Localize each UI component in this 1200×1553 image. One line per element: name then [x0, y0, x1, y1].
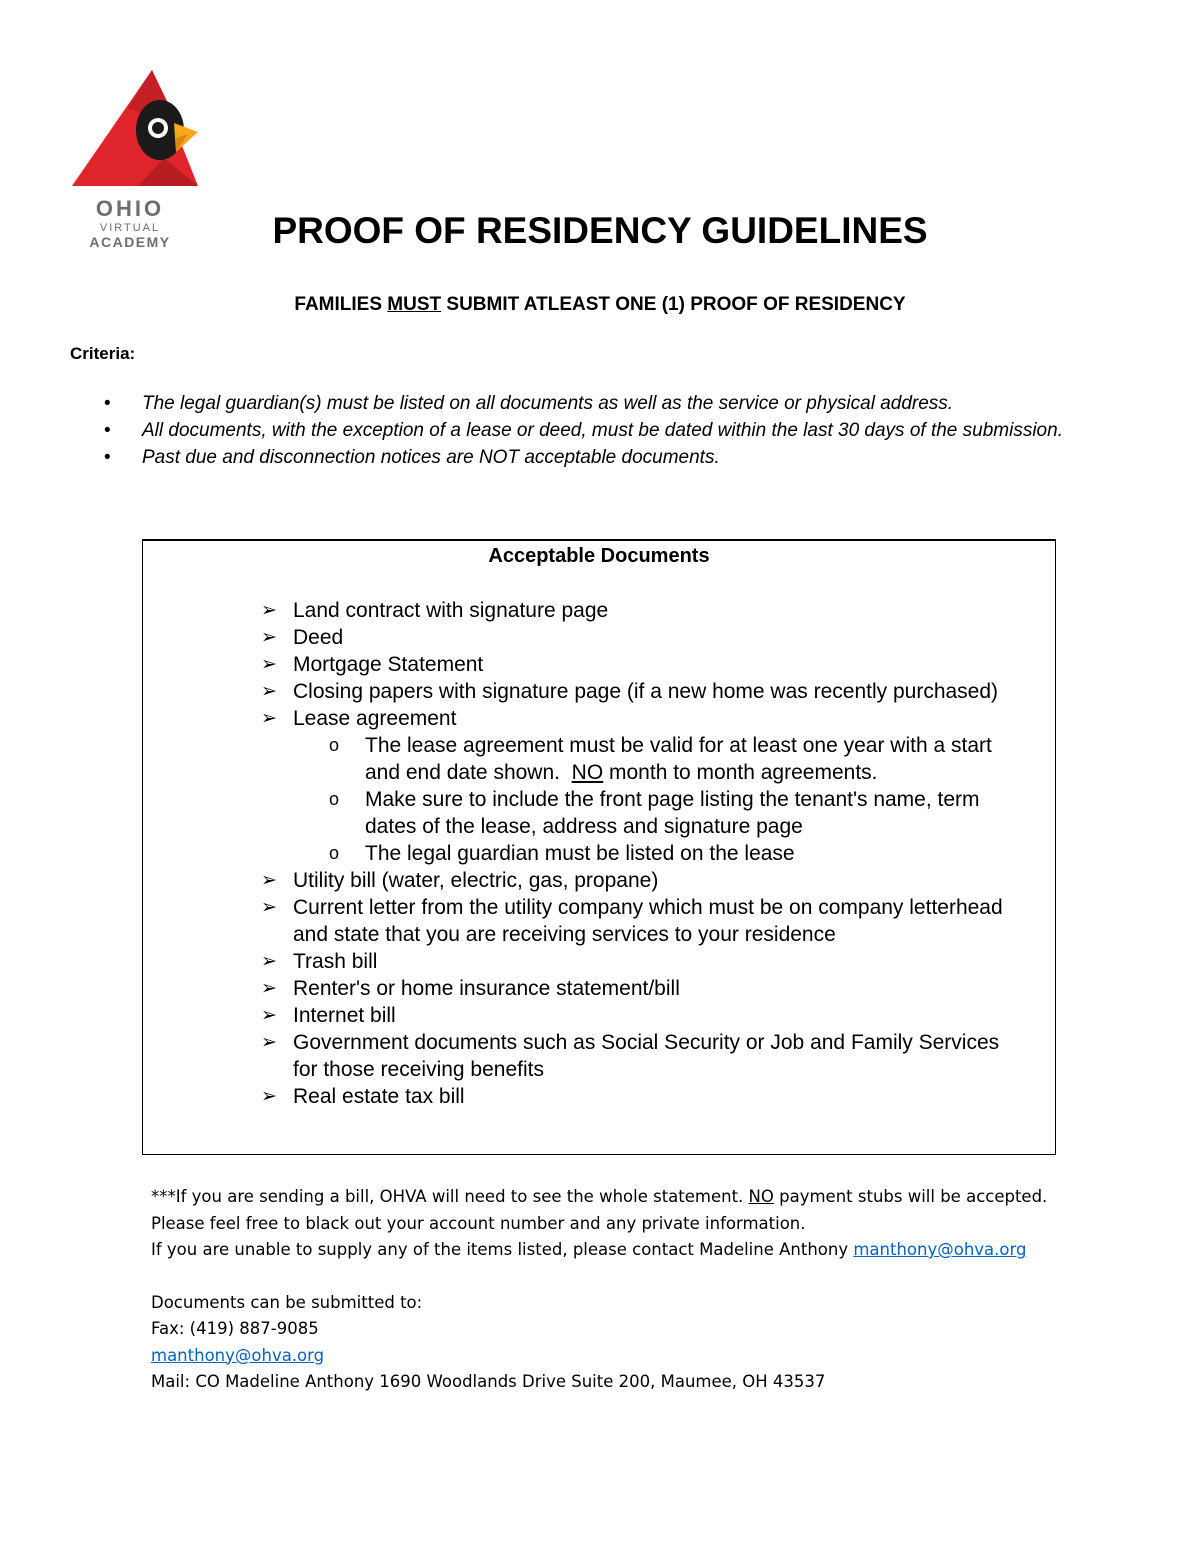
- lease-sub-no: NO: [571, 761, 604, 784]
- doc-item-text: Internet bill: [293, 1004, 396, 1027]
- page-title: PROOF OF RESIDENCY GUIDELINES: [272, 210, 928, 251]
- note-bill: [151, 1184, 1151, 1211]
- list-item: [261, 867, 1021, 894]
- submit-label: Documents can be submitted to:: [151, 1292, 423, 1312]
- list-item: [293, 732, 1021, 786]
- arrow-bullet-icon: ➢: [261, 1086, 277, 1107]
- arrow-bullet-icon: ➢: [261, 681, 277, 702]
- subtitle-must: MUST: [387, 294, 442, 315]
- criteria-label: Criteria:: [70, 344, 136, 363]
- acceptable-documents-title: Acceptable Documents: [488, 545, 710, 567]
- circle-bullet-icon: o: [329, 735, 340, 755]
- logo-ohio-text: OHIO: [95, 196, 165, 221]
- doc-item-text: Utility bill (water, electric, gas, propane): [293, 869, 659, 892]
- bullet-icon: •: [104, 393, 111, 414]
- lease-sub-text-2: Make sure to include the front page listing the tenant's name, term dates of the lease, address and signature page: [365, 788, 980, 838]
- list-item: [261, 678, 1021, 705]
- doc-item-text: Closing papers with signature page (if a new home was recently purchased): [293, 680, 999, 703]
- contact-email-link[interactable]: manthony@ohva.org: [853, 1240, 1027, 1259]
- list-item: [293, 786, 1021, 840]
- lease-sub-text-3: The legal guardian must be listed on the lease: [365, 842, 795, 865]
- list-item: [100, 390, 1080, 417]
- arrow-bullet-icon: ➢: [261, 600, 277, 621]
- bullet-icon: •: [104, 447, 111, 468]
- list-item: [261, 1083, 1021, 1110]
- subtitle: [0, 294, 1200, 316]
- note-bill-after: payment stubs will be accepted.: [773, 1187, 1048, 1206]
- arrow-bullet-icon: ➢: [261, 654, 277, 675]
- arrow-bullet-icon: ➢: [261, 897, 277, 918]
- doc-item-text: Land contract with signature page: [293, 599, 609, 622]
- bullet-icon: •: [104, 420, 111, 441]
- list-item: [293, 840, 1021, 867]
- doc-item-text: Current letter from the utility company which must be on company letterhead and state that you are receiving services to your residence: [293, 896, 1003, 946]
- list-item: [261, 1029, 1021, 1083]
- list-item: [261, 705, 1021, 867]
- subtitle-after: SUBMIT ATLEAST ONE (1) PROOF OF RESIDENCY: [441, 294, 906, 315]
- lease-sub-text-1b: month to month agreements.: [603, 761, 878, 784]
- notes-section: [151, 1184, 1151, 1396]
- note-contact-text: If you are unable to supply any of the items listed, please contact Madeline Anthony: [151, 1240, 854, 1259]
- note-bill-no: NO: [748, 1187, 774, 1206]
- list-item: [261, 597, 1021, 624]
- fax-number: Fax: (419) 887-9085: [151, 1319, 319, 1338]
- note-contact: [151, 1237, 1151, 1264]
- subtitle-before: FAMILIES: [294, 294, 388, 315]
- lease-sub-text-1a: The lease agreement must be valid for at least one year with a start and end date shown.: [365, 734, 998, 784]
- list-item: [100, 417, 1080, 444]
- list-item: [261, 651, 1021, 678]
- note-privacy: Please feel free to black out your account number and any private information.: [151, 1213, 806, 1233]
- list-item: [261, 1002, 1021, 1029]
- criteria-item-text: Past due and disconnection notices are NOT acceptable documents.: [142, 447, 720, 468]
- cardinal-icon: [68, 68, 208, 198]
- criteria-list: [100, 390, 1080, 471]
- doc-item-text: Deed: [293, 626, 344, 649]
- arrow-bullet-icon: ➢: [261, 951, 277, 972]
- arrow-bullet-icon: ➢: [261, 978, 277, 999]
- arrow-bullet-icon: ➢: [261, 1005, 277, 1026]
- acceptable-documents-list: [261, 597, 1021, 1110]
- doc-item-text: Trash bill: [293, 950, 378, 973]
- arrow-bullet-icon: ➢: [261, 627, 277, 648]
- list-item: [261, 975, 1021, 1002]
- circle-bullet-icon: o: [329, 789, 340, 809]
- criteria-item-text: All documents, with the exception of a lease or deed, must be dated within the last 30 days of the submission.: [142, 420, 1063, 441]
- list-item: [261, 894, 1021, 948]
- list-item: [261, 624, 1021, 651]
- criteria-item-text: The legal guardian(s) must be listed on all documents as well as the service or physical address.: [142, 393, 954, 414]
- list-item: [261, 948, 1021, 975]
- lease-sub-list: [293, 732, 1021, 867]
- mail-address: Mail: CO Madeline Anthony 1690 Woodlands Drive Suite 200, Maumee, OH 43537: [151, 1372, 826, 1391]
- doc-item-text: Renter's or home insurance statement/bill: [293, 977, 680, 1000]
- arrow-bullet-icon: ➢: [261, 870, 277, 891]
- doc-item-text: Lease agreement: [293, 707, 457, 730]
- arrow-bullet-icon: ➢: [261, 708, 277, 729]
- arrow-bullet-icon: ➢: [261, 1032, 277, 1053]
- note-bill-before: ***If you are sending a bill, OHVA will need to see the whole statement.: [151, 1187, 749, 1206]
- submit-email-link[interactable]: manthony@ohva.org: [151, 1345, 325, 1365]
- logo-virtual-text: VIRTUAL: [99, 222, 161, 234]
- acceptable-documents-box: [142, 539, 1056, 1155]
- submit-email: [151, 1343, 1151, 1370]
- doc-item-text: Government documents such as Social Security or Job and Family Services for those receiving benefits: [293, 1031, 1000, 1081]
- circle-bullet-icon: o: [329, 843, 340, 863]
- doc-item-text: Mortgage Statement: [293, 653, 484, 676]
- doc-item-text: Real estate tax bill: [293, 1085, 465, 1108]
- logo-academy-text: ACADEMY: [89, 234, 171, 250]
- list-item: [100, 444, 1080, 471]
